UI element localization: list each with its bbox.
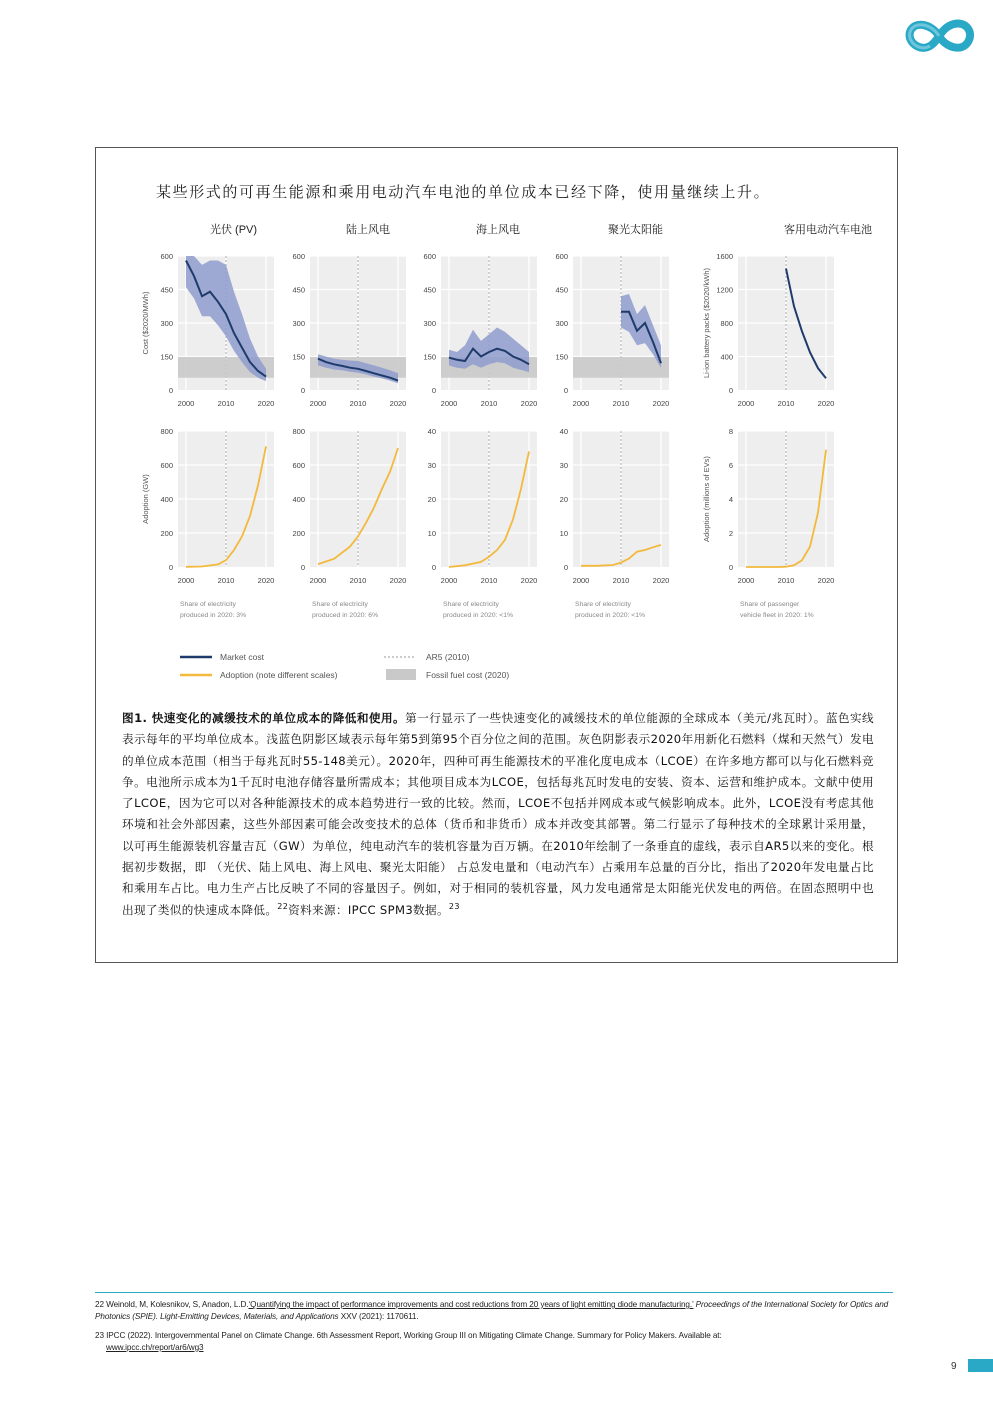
y-tick-label: 0 — [563, 386, 568, 395]
legend-market-cost-label: Market cost — [220, 652, 264, 662]
panel-title: 光伏 (PV) — [210, 224, 258, 236]
y-tick-label: 150 — [160, 352, 173, 362]
x-tick-label: 2020 — [257, 399, 275, 408]
figure-charts — [96, 148, 897, 693]
caption-sup-23: 23 — [448, 901, 460, 911]
figure-caption — [122, 708, 874, 921]
x-tick-label: 2010 — [612, 576, 630, 585]
y-tick-label: 400 — [720, 352, 733, 362]
y-tick-label: 600 — [292, 461, 305, 470]
share-note-line: Share of electricity — [180, 601, 236, 608]
y-tick-label: 450 — [160, 285, 173, 295]
y-tick-label: 2 — [728, 529, 733, 538]
y-tick-label: 0 — [431, 563, 436, 572]
y-tick-label: 600 — [292, 252, 305, 261]
y-tick-label: 800 — [720, 319, 733, 328]
y-tick-label: 400 — [292, 495, 305, 504]
footnote-22 — [95, 1299, 895, 1323]
y-tick-label: 600 — [423, 252, 436, 261]
y-tick-label: 150 — [292, 352, 305, 362]
y-tick-label: 0 — [563, 563, 568, 572]
y-tick-label: 300 — [160, 319, 173, 328]
legend-ar5-label: AR5 (2010) — [426, 652, 470, 662]
caption-source: 资料来源：IPCC SPM3数据。 — [288, 902, 449, 917]
share-note-line: vehicle fleet in 2020: 1% — [740, 612, 814, 619]
x-tick-label: 2020 — [389, 576, 407, 585]
share-note-line: Share of electricity — [575, 601, 631, 608]
y-tick-label: 600 — [160, 461, 173, 470]
x-tick-label: 2020 — [520, 576, 538, 585]
panel-title: 陆上风电 — [346, 224, 390, 236]
y-tick-label: 1200 — [716, 285, 733, 295]
y-axis-label: Cost ($2020/MWh) — [141, 291, 150, 355]
y-tick-label: 8 — [728, 427, 733, 436]
y-tick-label: 300 — [423, 319, 436, 328]
fossil-cost-range — [573, 357, 669, 378]
x-tick-label: 2000 — [737, 399, 755, 408]
y-tick-label: 300 — [555, 319, 568, 328]
y-tick-label: 1600 — [716, 252, 733, 261]
x-tick-label: 2020 — [817, 576, 835, 585]
y-tick-label: 0 — [300, 386, 305, 395]
y-axis-label: Adoption (millions of EVs) — [702, 456, 711, 542]
y-tick-label: 20 — [427, 495, 436, 504]
share-note-line: produced in 2020: <1% — [443, 612, 514, 619]
x-tick-label: 2000 — [440, 399, 458, 408]
share-note-line: produced in 2020: 6% — [312, 612, 379, 619]
share-note-line: produced in 2020: 3% — [180, 612, 247, 619]
y-tick-label: 10 — [559, 529, 568, 538]
caption-label: 图1. 快速变化的减缓技术的单位成本的降低和使用。 — [122, 711, 406, 725]
x-tick-label: 2020 — [389, 399, 407, 408]
y-tick-label: 4 — [728, 495, 733, 504]
x-tick-label: 2010 — [349, 576, 367, 585]
footnote-rule — [95, 1292, 893, 1293]
legend-fossil-label: Fossil fuel cost (2020) — [426, 670, 510, 680]
y-tick-label: 200 — [292, 529, 305, 538]
x-tick-label: 2000 — [572, 399, 590, 408]
y-tick-label: 10 — [427, 529, 436, 538]
x-tick-label: 2000 — [309, 399, 327, 408]
y-tick-label: 30 — [427, 461, 436, 470]
y-tick-label: 0 — [431, 386, 436, 395]
x-tick-label: 2010 — [777, 576, 795, 585]
footnote-23 — [95, 1330, 895, 1354]
y-tick-label: 0 — [728, 386, 733, 395]
footnote-23-number: 23 — [95, 1331, 104, 1340]
share-note-line: Share of passenger — [740, 601, 800, 608]
x-tick-label: 2000 — [440, 576, 458, 585]
x-tick-label: 2000 — [177, 576, 195, 585]
y-tick-label: 300 — [292, 319, 305, 328]
page-number-tab — [968, 1359, 993, 1372]
share-note-line: Share of electricity — [443, 601, 499, 608]
legend-adoption-label: Adoption (note different scales) — [220, 670, 338, 680]
y-tick-label: 150 — [423, 352, 436, 362]
share-note-line: Share of electricity — [312, 601, 368, 608]
share-note-line: produced in 2020: <1% — [575, 612, 646, 619]
x-tick-label: 2000 — [177, 399, 195, 408]
y-tick-label: 200 — [160, 529, 173, 538]
x-tick-label: 2020 — [817, 399, 835, 408]
legend-fossil-swatch — [386, 669, 416, 680]
caption-text: 第一行显示了一些快速变化的减缓技术的单位能源的全球成本（美元/兆瓦时）。蓝色实线表示每年的平均单位成本。浅蓝色阴影区域表示每年第5到第95个百分位之间的范围。灰色阴影表示2020年用新化石燃料（煤和天然气）发电的单位成本范围（相当于每兆瓦时55-148美元）。2020年，四种可再生能源技术的平准化度电成本（LCOE）在许多地方都可以与化石燃料竞争。电池所示成本为1千瓦时电池存储容量所需成本；其他项目成本为LCOE，包括每兆瓦时发电的安装、资本、运营和维护成本。文献中使用了LCOE，因为它可以对各种能源技术的成本趋势进行一致的比较。然而，LCOE不包括并网成本或气候影响成本。此外，LCOE没有考虑其他环境和社会外部因素，这些外部因素可能会改变技术的总体（货币和非货币）成本并改变其部署。第二行显示了每种技术的全球累计采用量，以可再生能源装机容量吉瓦（GW）为单位，纯电动汽车的装机容量为百万辆。在2010年绘制了一条垂直的虚线，表示自AR5以来的变化。根据初步数据，即 （光伏、陆上风电、海上风电、聚光太阳能） 占总发电量和（电动汽车）占乘用车总量的百分比，指出了2020年发电量占比和乘用车占比。电力生产占比反映了不同的容量因子。例如，对于相同的装机容量，风力发电通常是太阳能光伏发电的两倍。在固态照明中也出现了类似的快速成本降低。 — [122, 711, 875, 917]
page-number: 9 — [951, 1361, 957, 1372]
x-tick-label: 2020 — [652, 399, 670, 408]
x-tick-label: 2020 — [257, 576, 275, 585]
footnote-22-link[interactable]: ‘Quantifying the impact of performance improvements and cost reductions from 20 years of light emitting diode manufacturing.’ — [248, 1300, 694, 1309]
figure-box — [95, 147, 898, 963]
caption-sup-22: 22 — [277, 901, 289, 911]
y-tick-label: 800 — [292, 427, 305, 436]
y-tick-label: 0 — [300, 563, 305, 572]
x-tick-label: 2000 — [737, 576, 755, 585]
x-tick-label: 2010 — [217, 576, 235, 585]
x-tick-label: 2010 — [612, 399, 630, 408]
y-tick-label: 30 — [559, 461, 568, 470]
x-tick-label: 2000 — [309, 576, 327, 585]
y-axis-label: Li-ion battery packs ($2020/kWh) — [702, 267, 711, 379]
y-tick-label: 150 — [555, 352, 568, 362]
panel-title: 海上风电 — [476, 224, 520, 236]
y-tick-label: 40 — [559, 427, 568, 436]
footnote-23-text: IPCC (2022). Intergovernmental Panel on Climate Change. 6th Assessment Report, Working Group III on Mitigating Climate Change. Summary for Policy Makers. Available at: — [106, 1331, 722, 1340]
footnote-22-journal: Proceedings of the International Society for Optics and Photonics (SPIE). Light-Emitting Devices, Materials, and Applications — [95, 1300, 889, 1321]
y-axis-label: Adoption (GW) — [141, 474, 150, 524]
panel-title: 聚光太阳能 — [608, 224, 663, 236]
y-tick-label: 450 — [423, 285, 436, 295]
x-tick-label: 2010 — [349, 399, 367, 408]
panel-title: 客用电动汽车电池 — [784, 224, 872, 236]
y-tick-label: 20 — [559, 495, 568, 504]
footnote-22-authors: Weinold, M, Kolesnikov, S, Anadon, L.D. — [106, 1300, 249, 1309]
x-tick-label: 2010 — [777, 399, 795, 408]
x-tick-label: 2010 — [217, 399, 235, 408]
y-tick-label: 600 — [555, 252, 568, 261]
x-tick-label: 2020 — [652, 576, 670, 585]
y-tick-label: 600 — [160, 252, 173, 261]
y-tick-label: 6 — [728, 461, 733, 470]
x-tick-label: 2000 — [572, 576, 590, 585]
footnote-23-link[interactable]: www.ipcc.ch/report/ar6/wg3 — [106, 1342, 204, 1352]
x-tick-label: 2020 — [520, 399, 538, 408]
y-tick-label: 450 — [555, 285, 568, 295]
figure-title: 某些形式的可再生能源和乘用电动汽车电池的单位成本已经下降，使用量继续上升。 — [156, 183, 771, 201]
footnote-22-number: 22 — [95, 1300, 104, 1309]
x-tick-label: 2010 — [480, 399, 498, 408]
footnote-22-tail: XXV (2021): 1170611. — [340, 1311, 419, 1321]
y-tick-label: 0 — [168, 563, 173, 572]
y-tick-label: 800 — [160, 427, 173, 436]
infinity-logo-icon — [902, 14, 976, 58]
x-tick-label: 2010 — [480, 576, 498, 585]
y-tick-label: 450 — [292, 285, 305, 295]
y-tick-label: 0 — [168, 386, 173, 395]
y-tick-label: 40 — [427, 427, 436, 436]
y-tick-label: 400 — [160, 495, 173, 504]
y-tick-label: 0 — [728, 563, 733, 572]
